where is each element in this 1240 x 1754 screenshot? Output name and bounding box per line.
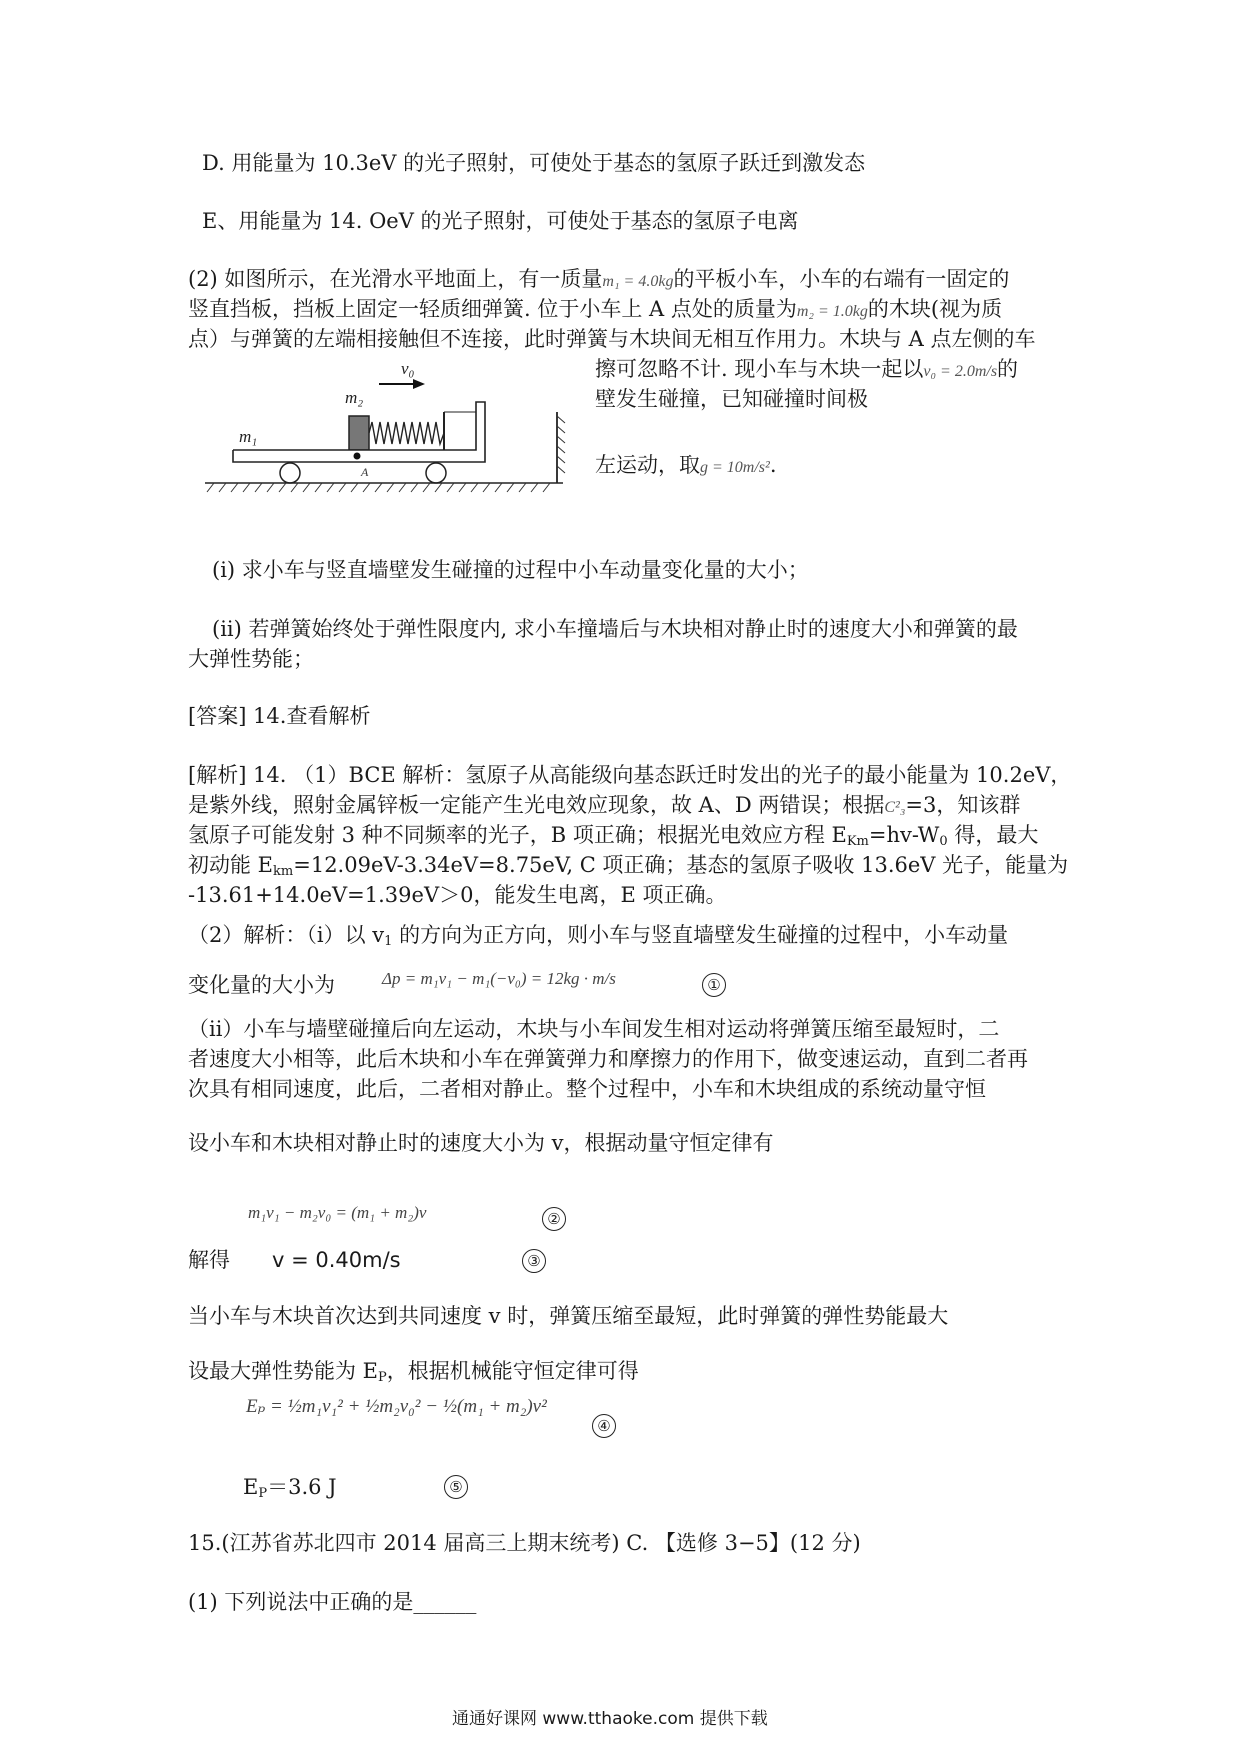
block-m2 (349, 416, 369, 450)
circled-1: ① (702, 973, 726, 997)
equation-4: Eₚ = ½m₁v₁² + ½m₂v₀² − ½(m₁ + m₂)v² (246, 1396, 547, 1417)
m2-label: m₂ (345, 388, 364, 407)
wheel-right (426, 463, 446, 483)
solve-label: 解得 (188, 1248, 230, 1272)
q2-line-3: 点）与弹簧的左端相接触但不连接，此时弹簧与木块间无相互作用力。木块与 A 点左侧的车 (188, 327, 1036, 351)
analysis-2-line-3: （ⅱ）小车与墙壁碰撞后向左运动，木块与小车间发生相对运动将弹簧压缩至最短时，二 (188, 1017, 1000, 1041)
analysis-2-line-2: 变化量的大小为 (188, 973, 335, 997)
circled-4: ④ (592, 1414, 616, 1438)
solve-value: v = 0.40m/s (272, 1248, 401, 1272)
option-d: D. 用能量为 10.3eV 的光子照射，可使处于基态的氢原子跃迁到激发态 (202, 151, 866, 175)
analysis-2-line-6: 设小车和木块相对静止时的速度大小为 v，根据动量守恒定律有 (188, 1131, 774, 1155)
equation-1: Δp = m₁v₁ − m₁(−v₀) = 12kg · m/s (382, 969, 616, 988)
question-i: (i) 求小车与竖直墙壁发生碰撞的过程中小车动量变化量的大小； (212, 558, 809, 582)
analysis-2-line-1: （2）解析：（ⅰ）以 $v_1$ 的方向为正方向，则小车与竖直墙壁发生碰撞的过程中，小车动量 (188, 923, 1009, 949)
analysis-2-line-4: 者速度大小相等，此后木块和小车在弹簧弹力和摩擦力的作用下，做变速运动，直到二者再 (188, 1047, 1028, 1071)
circled-2: ② (542, 1207, 566, 1231)
q2-line-6: 左运动，取g = 10m/s². (595, 453, 777, 477)
analysis-1-line-3: 氢原子可能发射 3 种不同频率的光子，B 项正确；根据光电效应方程 $E_{Km}=hv-W_0$ 得，最大 (188, 823, 1039, 849)
analysis-1-line-4: 初动能 $E_{km}=12.09eV-3.34eV=8.75eV$, C 项正确；基态的氢原子吸收 13.6eV 光子，能量为 (188, 853, 1069, 879)
question-ii-2: 大弹性势能； (188, 647, 314, 671)
analysis-2-line-5: 次具有相同速度，此后，二者相对静止。整个过程中，小车和木块组成的系统动量守恒 (188, 1077, 986, 1101)
q2-line-2: 竖直挡板，挡板上固定一轻质细弹簧. 位于小车上 A 点处的质量为m₂ = 1.0kg的木块(视为质 (188, 297, 1003, 321)
wheel-left (280, 463, 300, 483)
point-a-label: A (361, 465, 369, 479)
v0-label: v₀ (401, 359, 415, 378)
analysis-1-line-5: -13.61+14.0eV=1.39eV＞0，能发生电离，E 项正确。 (188, 883, 727, 907)
question-15-title: 15.(江苏省苏北四市 2014 届高三上期末统考) C. 【选修 3−5】(12 分) (188, 1531, 861, 1555)
analysis-2-line-8: 设最大弹性势能为 $E_P$，根据机械能守恒定律可得 (188, 1359, 639, 1385)
cart-spring-diagram (205, 352, 585, 502)
analysis-1-line-2: 是紫外线，照射金属锌板一定能产生光电效应现象，故 A、D 两错误；根据C²₃=3，知该群 (188, 793, 1021, 817)
circled-3: ③ (522, 1249, 546, 1273)
point-a-dot (354, 453, 361, 460)
q2-line-5: 壁发生碰撞，已知碰撞时间极 (595, 387, 868, 411)
q2-line-4: 擦可忽略不计. 现小车与木块一起以v₀ = 2.0m/s的 (595, 357, 1019, 381)
circled-5: ⑤ (444, 1475, 468, 1499)
analysis-1-line-1: [解析] 14. （1）BCE 解析：氢原子从高能级向基态跃迁时发出的光子的最小能量为 10.2eV， (188, 763, 1072, 787)
answer-line: [答案] 14.查看解析 (188, 704, 371, 728)
page-footer: 通通好课网 www.tthaoke.com 提供下载 (452, 1709, 768, 1729)
m1-label: m₁ (239, 427, 258, 446)
question-ii-1: (ii) 若弹簧始终处于弹性限度内, 求小车撞墙后与木块相对静止时的速度大小和弹簧的最 (212, 617, 1018, 641)
ep-result: $E_P=3.6$ J (243, 1475, 337, 1501)
equation-2: m₁v₁ − m₂v₀ = (m₁ + m₂)v (248, 1203, 427, 1222)
analysis-2-line-7: 当小车与木块首次达到共同速度 v 时，弹簧压缩至最短，此时弹簧的弹性势能最大 (188, 1304, 949, 1328)
q2-line-1: (2) 如图所示，在光滑水平地面上，有一质量m₁ = 4.0kg的平板小车，小车的右端有一固定的 (188, 267, 1010, 291)
option-e: E、用能量为 14. OeV 的光子照射，可使处于基态的氢原子电离 (202, 209, 799, 233)
question-15-1: (1) 下列说法中正确的是______ (188, 1590, 477, 1614)
